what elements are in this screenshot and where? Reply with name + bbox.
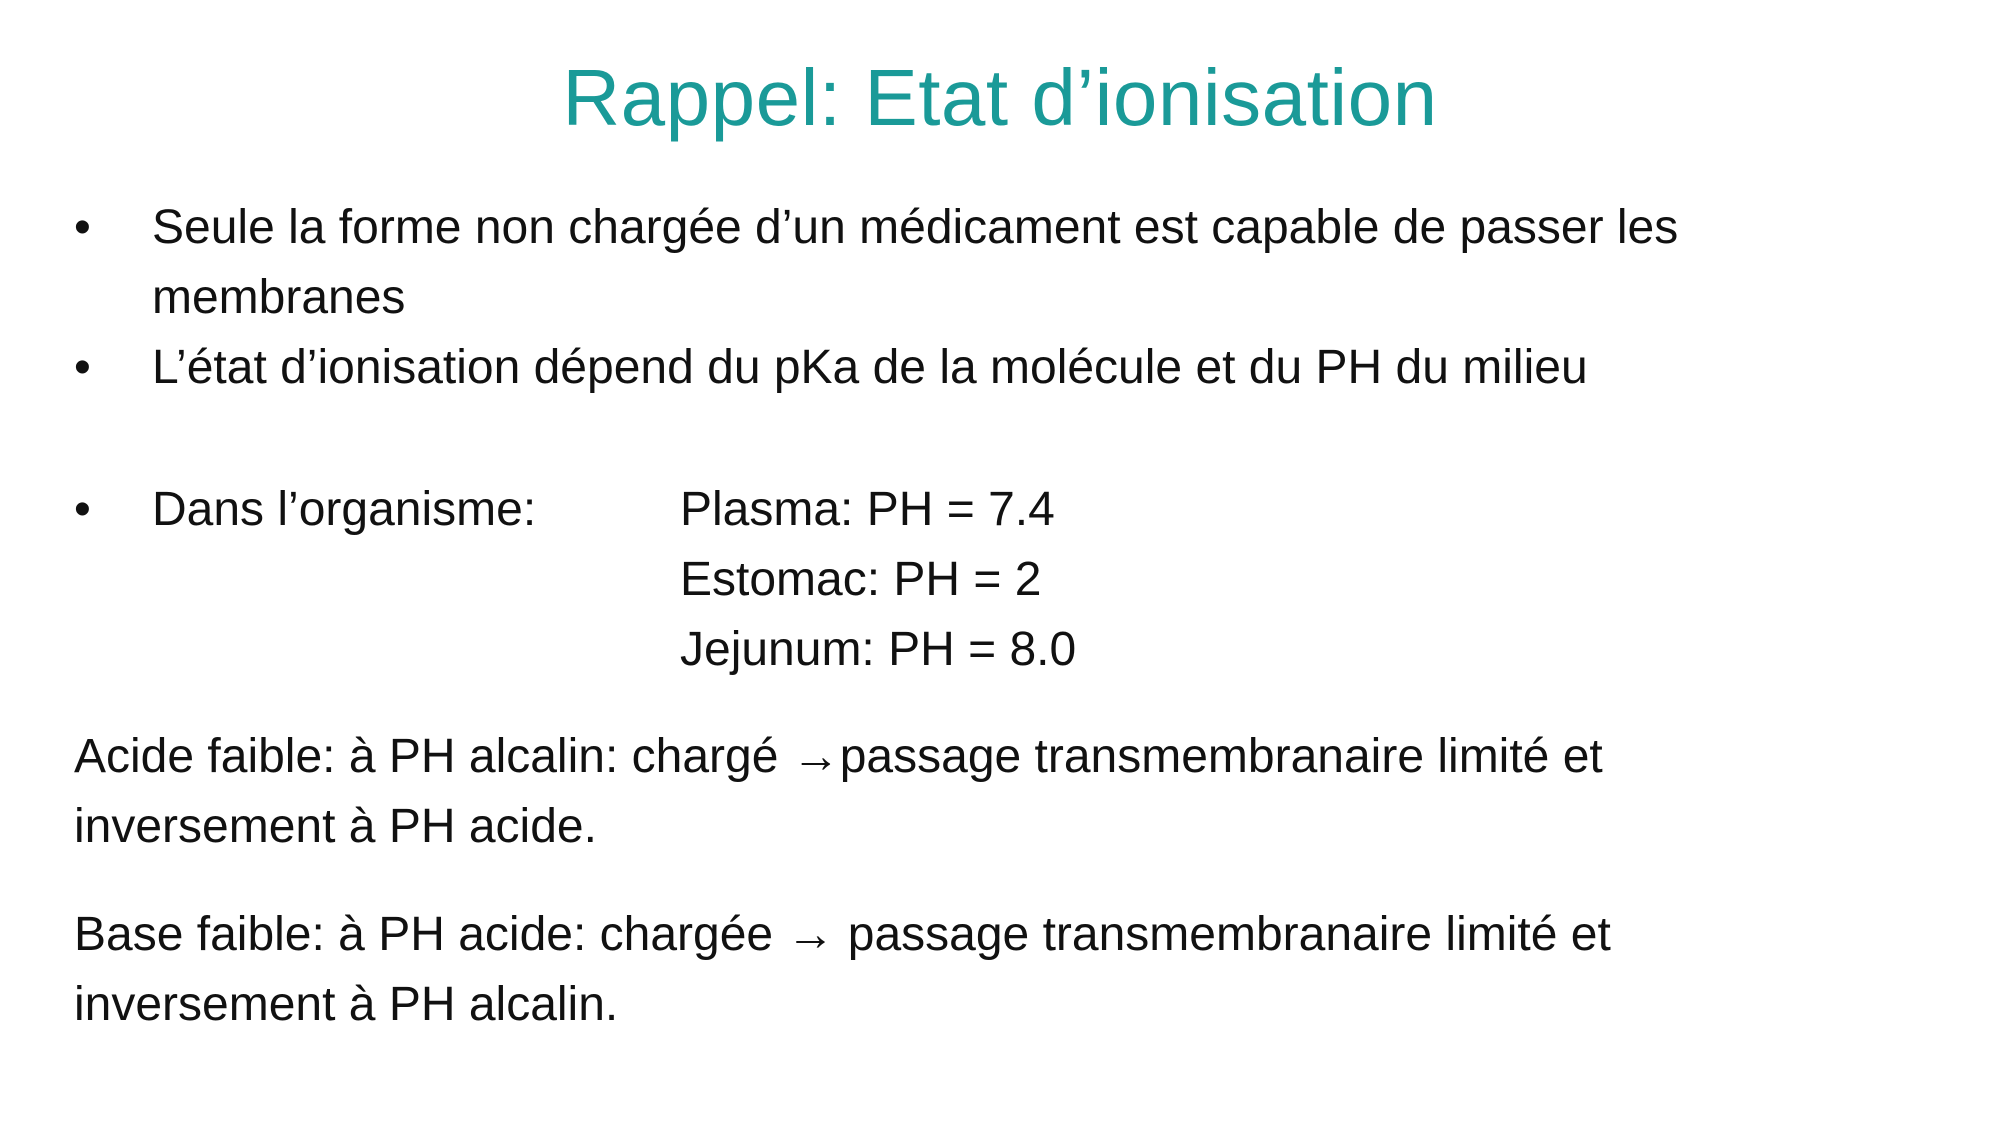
ph-value-estomac: Estomac: PH = 2 [680, 553, 1042, 606]
paragraph-line: Base faible: à PH acide: chargée → passage transmembranaire limité et [74, 908, 1611, 961]
slide-title: Rappel: Etat d’ionisation [562, 53, 1438, 142]
bullet-line: Seule la forme non chargée d’un médicament est capable de passer les [152, 201, 1679, 254]
bullet-text [152, 333, 1912, 403]
paragraph-line: inversement à PH alcalin. [74, 978, 619, 1031]
bullet-icon: • [74, 483, 91, 536]
paragraph-acide-faible [74, 722, 1934, 862]
ph-value-jejunum: Jejunum: PH = 8.0 [680, 623, 1077, 676]
paragraph-line: Acide faible: à PH alcalin: chargé →passage transmembranaire limité et [74, 730, 1603, 783]
paragraph-base-faible [74, 900, 1934, 1040]
bullet-icon: • [74, 341, 91, 394]
bullet-text [152, 193, 1912, 333]
bullet-line: Dans l’organisme: [152, 483, 537, 536]
paragraph-line: inversement à PH acide. [74, 800, 597, 853]
ph-values-list [680, 475, 1076, 685]
bullet-line: L’état d’ionisation dépend du pKa de la molécule et du PH du milieu [152, 341, 1588, 394]
bullet-line: membranes [152, 271, 406, 324]
bullet-icon: • [74, 201, 91, 254]
ph-value-plasma: Plasma: PH = 7.4 [680, 483, 1055, 536]
